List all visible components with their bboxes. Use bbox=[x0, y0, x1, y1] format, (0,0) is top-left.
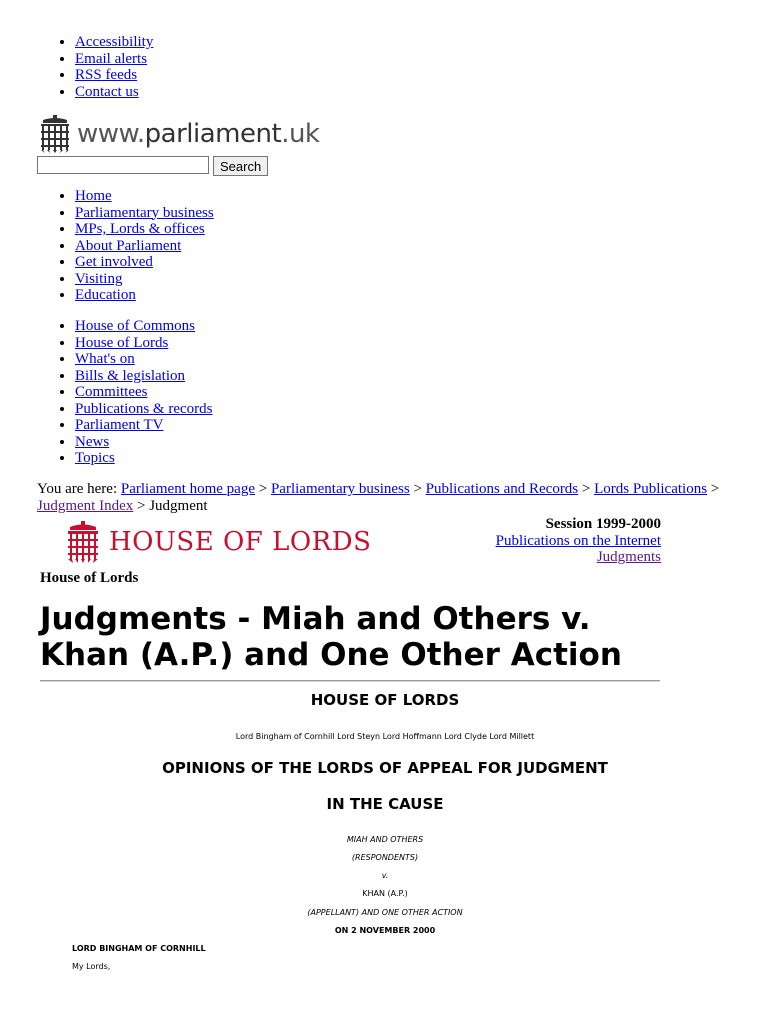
utility-link-contact bbox=[75, 84, 153, 101]
judgments-link[interactable]: Judgments bbox=[596, 549, 661, 565]
parliament-logo[interactable] bbox=[37, 113, 320, 155]
nav-item bbox=[75, 450, 212, 467]
secondary-nav bbox=[0, 318, 212, 467]
nav-house-of-commons-link[interactable]: House of Commons bbox=[75, 318, 195, 334]
nav-item bbox=[75, 271, 214, 288]
page-title: Judgments - Miah and Others v. Khan (A.P.) and One Other Action bbox=[40, 601, 622, 673]
logo-name: parliament bbox=[144, 118, 282, 149]
cause-heading: IN THE CAUSE bbox=[326, 795, 444, 813]
divider bbox=[40, 680, 660, 682]
judgment-date: ON 2 NOVEMBER 2000 bbox=[334, 926, 436, 935]
nav-item bbox=[75, 401, 212, 418]
nav-item bbox=[75, 417, 212, 434]
nav-publications-records-link[interactable]: Publications & records bbox=[75, 400, 213, 417]
search-input[interactable] bbox=[37, 156, 209, 174]
portcullis-icon bbox=[65, 521, 101, 563]
nav-item bbox=[75, 205, 214, 222]
utility-links bbox=[0, 34, 153, 100]
nav-item bbox=[75, 351, 212, 368]
breadcrumb-parliament-home-link[interactable]: Parliament home page bbox=[120, 481, 255, 497]
party-respondents-role: (RESPONDENTS) bbox=[351, 853, 419, 862]
nav-mps-lords-offices-link[interactable]: MPs, Lords & offices bbox=[75, 221, 205, 237]
nav-item bbox=[75, 287, 214, 304]
logo-tld: .uk bbox=[281, 118, 320, 149]
house-of-lords-label: House of Lords bbox=[40, 570, 139, 586]
nav-item bbox=[75, 221, 214, 238]
nav-about-parliament-link[interactable]: About Parliament bbox=[75, 237, 182, 254]
breadcrumb-judgment-index-link[interactable]: Judgment Index bbox=[37, 497, 134, 514]
utility-link-email bbox=[75, 51, 153, 68]
lords-list: Lord Bingham of Cornhill Lord Steyn Lord Hoffmann Lord Clyde Lord Millett bbox=[235, 732, 535, 741]
salutation: My Lords, bbox=[72, 962, 111, 971]
breadcrumb-current: Judgment bbox=[149, 497, 208, 514]
search-button[interactable]: Search bbox=[213, 156, 268, 176]
house-of-lords-banner-text: HOUSE OF LORDS bbox=[109, 526, 372, 557]
nav-item bbox=[75, 254, 214, 271]
accessibility-link[interactable]: Accessibility bbox=[75, 34, 154, 50]
party-appellant: KHAN (A.P.) bbox=[362, 889, 408, 898]
session-box bbox=[437, 516, 661, 566]
nav-item bbox=[75, 368, 212, 385]
publications-internet-link[interactable]: Publications on the Internet bbox=[495, 532, 661, 549]
versus: v. bbox=[381, 871, 389, 880]
session-label: Session 1999-2000 bbox=[545, 516, 661, 532]
breadcrumb-publications-records-link[interactable]: Publications and Records bbox=[425, 481, 579, 497]
rss-feeds-link[interactable]: RSS feeds bbox=[75, 67, 138, 83]
nav-item bbox=[75, 335, 212, 352]
nav-item bbox=[75, 238, 214, 255]
nav-item bbox=[75, 434, 212, 451]
breadcrumb: You are here: Parliament home page > Parliamentary business > Publications and Records > Lords Publications > Judgment Index > Judgment bbox=[37, 481, 720, 514]
nav-item bbox=[75, 384, 212, 401]
nav-topics-link[interactable]: Topics bbox=[75, 450, 115, 466]
house-of-lords-banner bbox=[65, 521, 371, 563]
nav-bills-legislation-link[interactable]: Bills & legislation bbox=[75, 367, 186, 384]
nav-home-link[interactable]: Home bbox=[75, 188, 112, 204]
party-appellant-role: (APPELLANT) AND ONE OTHER ACTION bbox=[307, 908, 463, 917]
nav-item bbox=[75, 188, 214, 205]
opinions-heading: OPINIONS OF THE LORDS OF APPEAL FOR JUDGMENT bbox=[162, 759, 608, 777]
nav-committees-link[interactable]: Committees bbox=[75, 384, 148, 400]
portcullis-icon bbox=[37, 114, 73, 154]
primary-nav bbox=[0, 188, 214, 304]
nav-visiting-link[interactable]: Visiting bbox=[75, 270, 123, 287]
party-respondents: MIAH AND OTHERS bbox=[346, 835, 424, 844]
utility-link-accessibility bbox=[75, 34, 153, 51]
nav-parliament-tv-link[interactable]: Parliament TV bbox=[75, 417, 164, 433]
nav-item bbox=[75, 318, 212, 335]
nav-education-link[interactable]: Education bbox=[75, 287, 136, 303]
contact-us-link[interactable]: Contact us bbox=[75, 83, 139, 100]
utility-link-rss bbox=[75, 67, 153, 84]
nav-house-of-lords-link[interactable]: House of Lords bbox=[75, 334, 169, 351]
logo-www: www. bbox=[77, 118, 145, 149]
nav-news-link[interactable]: News bbox=[75, 433, 110, 450]
document-house-heading: HOUSE OF LORDS bbox=[310, 691, 460, 709]
email-alerts-link[interactable]: Email alerts bbox=[75, 50, 148, 67]
nav-whats-on-link[interactable]: What's on bbox=[75, 351, 135, 367]
speaker-heading: LORD BINGHAM OF CORNHILL bbox=[72, 944, 206, 953]
breadcrumb-parliamentary-business-link[interactable]: Parliamentary business bbox=[270, 481, 410, 497]
search-form bbox=[37, 156, 268, 176]
nav-get-involved-link[interactable]: Get involved bbox=[75, 254, 153, 270]
nav-parliamentary-business-link[interactable]: Parliamentary business bbox=[75, 204, 214, 221]
breadcrumb-lords-publications-link[interactable]: Lords Publications bbox=[594, 481, 708, 497]
breadcrumb-prefix: You are here: bbox=[37, 481, 118, 497]
